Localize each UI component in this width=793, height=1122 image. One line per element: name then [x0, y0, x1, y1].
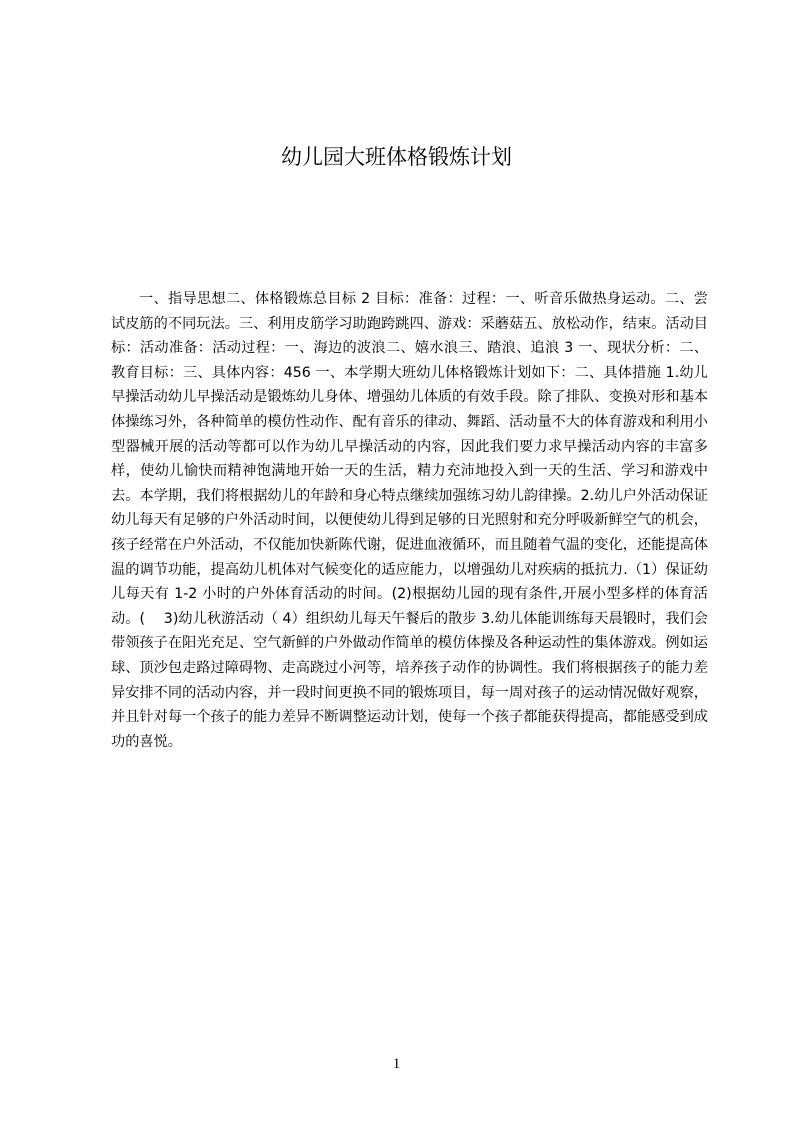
document-title: 幼儿园大班体格锻炼计划: [281, 145, 512, 169]
document-body-paragraph: 一、指导思想二、体格锻炼总目标 2 目标：准备：过程：一、听音乐做热身运动。二、尝试皮筋的不同玩法。三、利用皮筋学习助跑跨跳四、游戏：采蘑菇五、放松动作，结束。活动目标：活动准备：活动过程：一、海边的波浪二、嬉水浪三、踏浪、追浪 3 一、现状分析：二、教育目标：三、具体内容：456 一、本学期大班幼儿体格锻炼计划如下：二、具体措施 1.幼儿早操活动幼儿早操活动是锻炼幼儿身体、增强幼儿体质的有效手段。除了排队、变换对形和基本体操练习外，各种简单的模仿性动作、配有音乐的律动、舞蹈、活动量不大的体育游戏和利用小型器械开展的活动等都可以作为幼儿早操活动的内容，因此我们要力求早操活动内容的丰富多样，使幼儿愉快而精神饱满地开始一天的生活，精力充沛地投入到一天的生活、学习和游戏中去。本学期，我们将根据幼儿的年龄和身心特点继续加强练习幼儿韵律操。2.幼儿户外活动保证幼儿每天有足够的户外活动时间，以便使幼儿得到足够的日光照射和充分呼吸新鲜空气的机会，孩子经常在户外活动，不仅能加快新陈代谢，促进血液循环，而且随着气温的变化，还能提高体温的调节功能，提高幼儿机体对气候变化的适应能力，以增强幼儿对疾病的抵抗力.（1）保证幼儿每天有 1-2 小时的户外体育活动的时间。(2)根据幼儿园的现有条件,开展小型多样的体育活动。( 3)幼儿秋游活动（ 4）组织幼儿每天午餐后的散步 3.幼儿体能训练每天晨锻时，我们会带领孩子在阳光充足、空气新鲜的户外做动作简单的模仿体操及各种运动性的集体游戏。例如运球、顶沙包走路过障碍物、走高跷过小河等，培养孩子动作的协调性。我们将根据孩子的能力差异安排不同的活动内容，并一段时间更换不同的锻炼项目，每一周对孩子的运动情况做好观察，并且针对每一个孩子的能力差异不断调整运动计划，使每一个孩子都能获得提高，都能感受到成功的喜悦。: [111, 291, 708, 750]
page-number: 1: [392, 1056, 401, 1072]
